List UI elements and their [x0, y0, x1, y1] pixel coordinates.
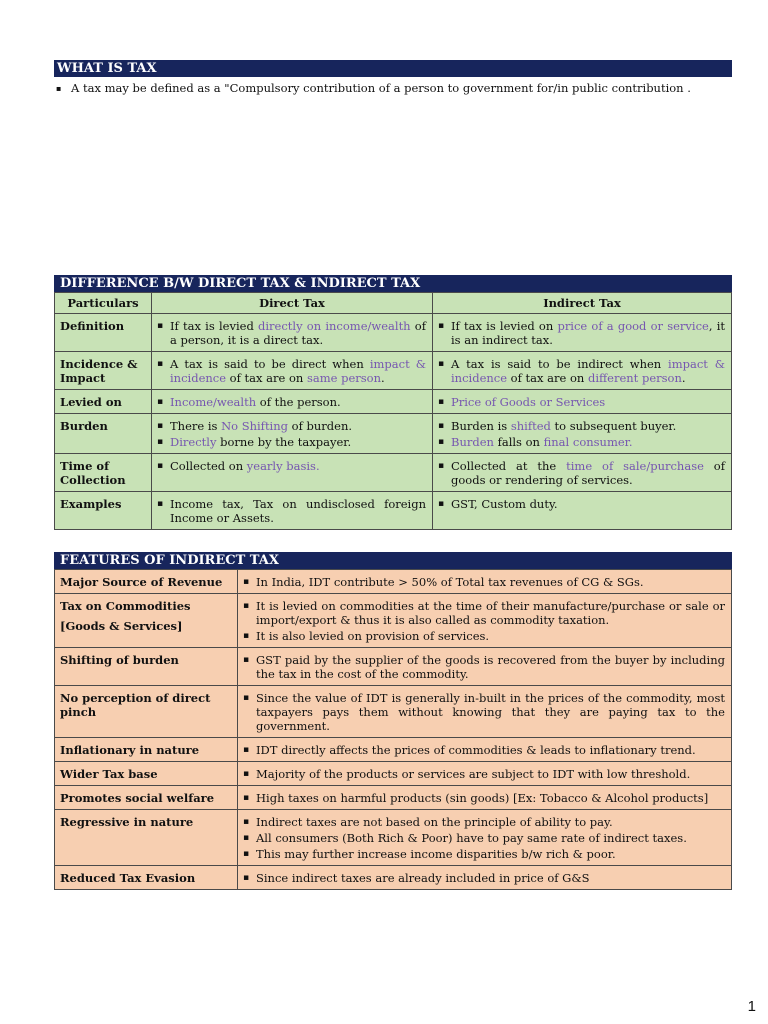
direct-tax-cell [152, 352, 433, 390]
direct-tax-points [152, 492, 432, 529]
direct-tax-points [152, 352, 432, 389]
table-header-row [55, 293, 732, 314]
feature-description [238, 648, 732, 686]
highlight-text: time of sale/purchase [566, 459, 704, 473]
bullet-point: ▪ Since indirect taxes are already included in price of G&S [243, 871, 725, 885]
feature-label: Wider Tax base [55, 762, 238, 786]
feature-label: Regressive in nature [55, 810, 238, 866]
row-label: Burden [55, 414, 152, 454]
feature-description [238, 762, 732, 786]
feature-points [238, 810, 731, 865]
feature-label: Reduced Tax Evasion [55, 866, 238, 890]
highlight-text: price of a good or service [557, 319, 709, 333]
table-row [55, 390, 732, 414]
highlight-text: Income/wealth [170, 395, 257, 409]
bullet-icon: ▪ [56, 84, 62, 93]
feature-row [55, 570, 732, 594]
highlight-text: Price of Goods or Services [451, 395, 606, 409]
bullet-point: ▪ Majority of the products or services are subject to IDT with low threshold. [243, 767, 725, 781]
indirect-tax-points [433, 454, 731, 491]
row-label: Examples [55, 492, 152, 530]
highlight-text: directly on income/wealth [258, 319, 411, 333]
direct-tax-cell [152, 314, 433, 352]
highlight-text: No Shifting [221, 419, 289, 433]
bullet-point: ▪ IDT directly affects the prices of commodities & leads to inflationary trend. [243, 743, 725, 757]
direct-indirect-table [54, 292, 732, 530]
feature-row [55, 738, 732, 762]
row-label: Time of Collection [55, 454, 152, 492]
direct-tax-cell [152, 390, 433, 414]
bullet-point: ▪ A tax is said to be indirect when impact & incidence of tax are on different person. [438, 357, 725, 385]
highlight-text: shifted [510, 419, 551, 433]
tax-definition [56, 81, 756, 96]
feature-label-sub: [Goods & Services] [60, 619, 183, 633]
feature-row [55, 648, 732, 686]
bullet-point: ▪ All consumers (Both Rich & Poor) have to pay same rate of indirect taxes. [243, 831, 725, 845]
feature-description [238, 738, 732, 762]
direct-tax-points [152, 414, 432, 453]
table-row [55, 492, 732, 530]
header-indirect-tax: Indirect Tax [433, 293, 732, 314]
highlight-text: yearly basis. [246, 459, 320, 473]
feature-description [238, 686, 732, 738]
highlight-text: impact & incidence [170, 357, 427, 385]
feature-points [238, 594, 731, 647]
bullet-point: ▪ GST, Custom duty. [438, 497, 725, 511]
feature-row [55, 810, 732, 866]
highlight-text: same person [306, 371, 381, 385]
table-row [55, 352, 732, 390]
feature-label: No perception of direct pinch [55, 686, 238, 738]
feature-points [238, 738, 731, 761]
bullet-point: ▪ There is No Shifting of burden. [157, 419, 426, 433]
highlight-text: Burden [451, 435, 494, 449]
row-label: Levied on [55, 390, 152, 414]
bullet-point: ▪ Income/wealth of the person. [157, 395, 426, 409]
bullet-point: ▪ Burden falls on final consumer. [438, 435, 725, 449]
feature-label: Promotes social welfare [55, 786, 238, 810]
feature-row [55, 786, 732, 810]
direct-tax-points [152, 314, 432, 351]
indirect-tax-cell [433, 314, 732, 352]
bullet-point: ▪ Collected at the time of sale/purchase of goods or rendering of services. [438, 459, 725, 487]
feature-points [238, 866, 731, 889]
highlight-text: different person [587, 371, 682, 385]
row-label: Definition [55, 314, 152, 352]
highlight-text: impact & incidence [451, 357, 725, 385]
indirect-tax-points [433, 414, 731, 453]
highlight-text: Directly [170, 435, 217, 449]
indirect-tax-cell [433, 414, 732, 454]
bullet-point: ▪ It is also levied on provision of services. [243, 629, 725, 643]
feature-row [55, 866, 732, 890]
bullet-point: ▪ Burden is shifted to subsequent buyer. [438, 419, 725, 433]
indirect-tax-points [433, 352, 731, 389]
feature-description [238, 570, 732, 594]
bullet-point: ▪ In India, IDT contribute > 50% of Total tax revenues of CG & SGs. [243, 575, 725, 589]
feature-label: Inflationary in nature [55, 738, 238, 762]
feature-row [55, 762, 732, 786]
indirect-tax-points [433, 390, 731, 413]
indirect-tax-points [433, 492, 731, 515]
difference-heading: DIFFERENCE B/W DIRECT TAX & INDIRECT TAX [54, 275, 732, 293]
direct-tax-cell [152, 414, 433, 454]
direct-tax-cell [152, 454, 433, 492]
feature-label: Tax on Commodities [Goods & Services] [55, 594, 238, 648]
table-row [55, 414, 732, 454]
features-table [54, 569, 732, 890]
tax-definition-text: A tax may be defined as a "Compulsory contribution of a person to government for/in public contribution . [71, 81, 691, 95]
bullet-point: ▪ Indirect taxes are not based on the principle of ability to pay. [243, 815, 725, 829]
feature-description [238, 866, 732, 890]
bullet-point: ▪ A tax is said to be direct when impact & incidence of tax are on same person. [157, 357, 426, 385]
features-heading: FEATURES OF INDIRECT TAX [54, 552, 732, 570]
feature-description [238, 594, 732, 648]
indirect-tax-cell [433, 390, 732, 414]
indirect-tax-cell [433, 492, 732, 530]
table-row [55, 454, 732, 492]
indirect-tax-cell [433, 454, 732, 492]
bullet-point: ▪ It is levied on commodities at the time of their manufacture/purchase or sale or import/export & thus it is also called as commodity taxation. [243, 599, 725, 627]
direct-tax-points [152, 390, 432, 413]
bullet-point: ▪ Since the value of IDT is generally in-built in the prices of the commodity, most taxpayers pays them without knowing that they are paying tax to the government. [243, 691, 725, 733]
feature-row [55, 686, 732, 738]
bullet-point: ▪ This may further increase income disparities b/w rich & poor. [243, 847, 725, 861]
row-label: Incidence & Impact [55, 352, 152, 390]
header-particulars: Particulars [55, 293, 152, 314]
indirect-tax-cell [433, 352, 732, 390]
feature-description [238, 810, 732, 866]
bullet-point: ▪ Directly borne by the taxpayer. [157, 435, 426, 449]
feature-row [55, 594, 732, 648]
table-row [55, 314, 732, 352]
feature-points [238, 686, 731, 737]
bullet-point: ▪ Collected on yearly basis. [157, 459, 426, 473]
header-direct-tax: Direct Tax [152, 293, 433, 314]
feature-points [238, 786, 731, 809]
direct-tax-points [152, 454, 432, 477]
bullet-point: ▪ If tax is levied on price of a good or service, it is an indirect tax. [438, 319, 725, 347]
feature-points [238, 648, 731, 685]
indirect-tax-points [433, 314, 731, 351]
page-number: 1 [747, 998, 756, 1015]
bullet-point [438, 395, 725, 409]
feature-points [238, 762, 731, 785]
feature-label: Shifting of burden [55, 648, 238, 686]
highlight-text: final consumer. [543, 435, 633, 449]
bullet-point: ▪ If tax is levied directly on income/wealth of a person, it is a direct tax. [157, 319, 426, 347]
feature-description [238, 786, 732, 810]
bullet-point: ▪ Income tax, Tax on undisclosed foreign Income or Assets. [157, 497, 426, 525]
feature-label: Major Source of Revenue [55, 570, 238, 594]
what-is-tax-heading: WHAT IS TAX [54, 60, 732, 77]
bullet-point: ▪ High taxes on harmful products (sin goods) [Ex: Tobacco & Alcohol products] [243, 791, 725, 805]
feature-points [238, 570, 731, 593]
bullet-point: ▪ GST paid by the supplier of the goods is recovered from the buyer by including the tax in the cost of the commodity. [243, 653, 725, 681]
direct-tax-cell [152, 492, 433, 530]
